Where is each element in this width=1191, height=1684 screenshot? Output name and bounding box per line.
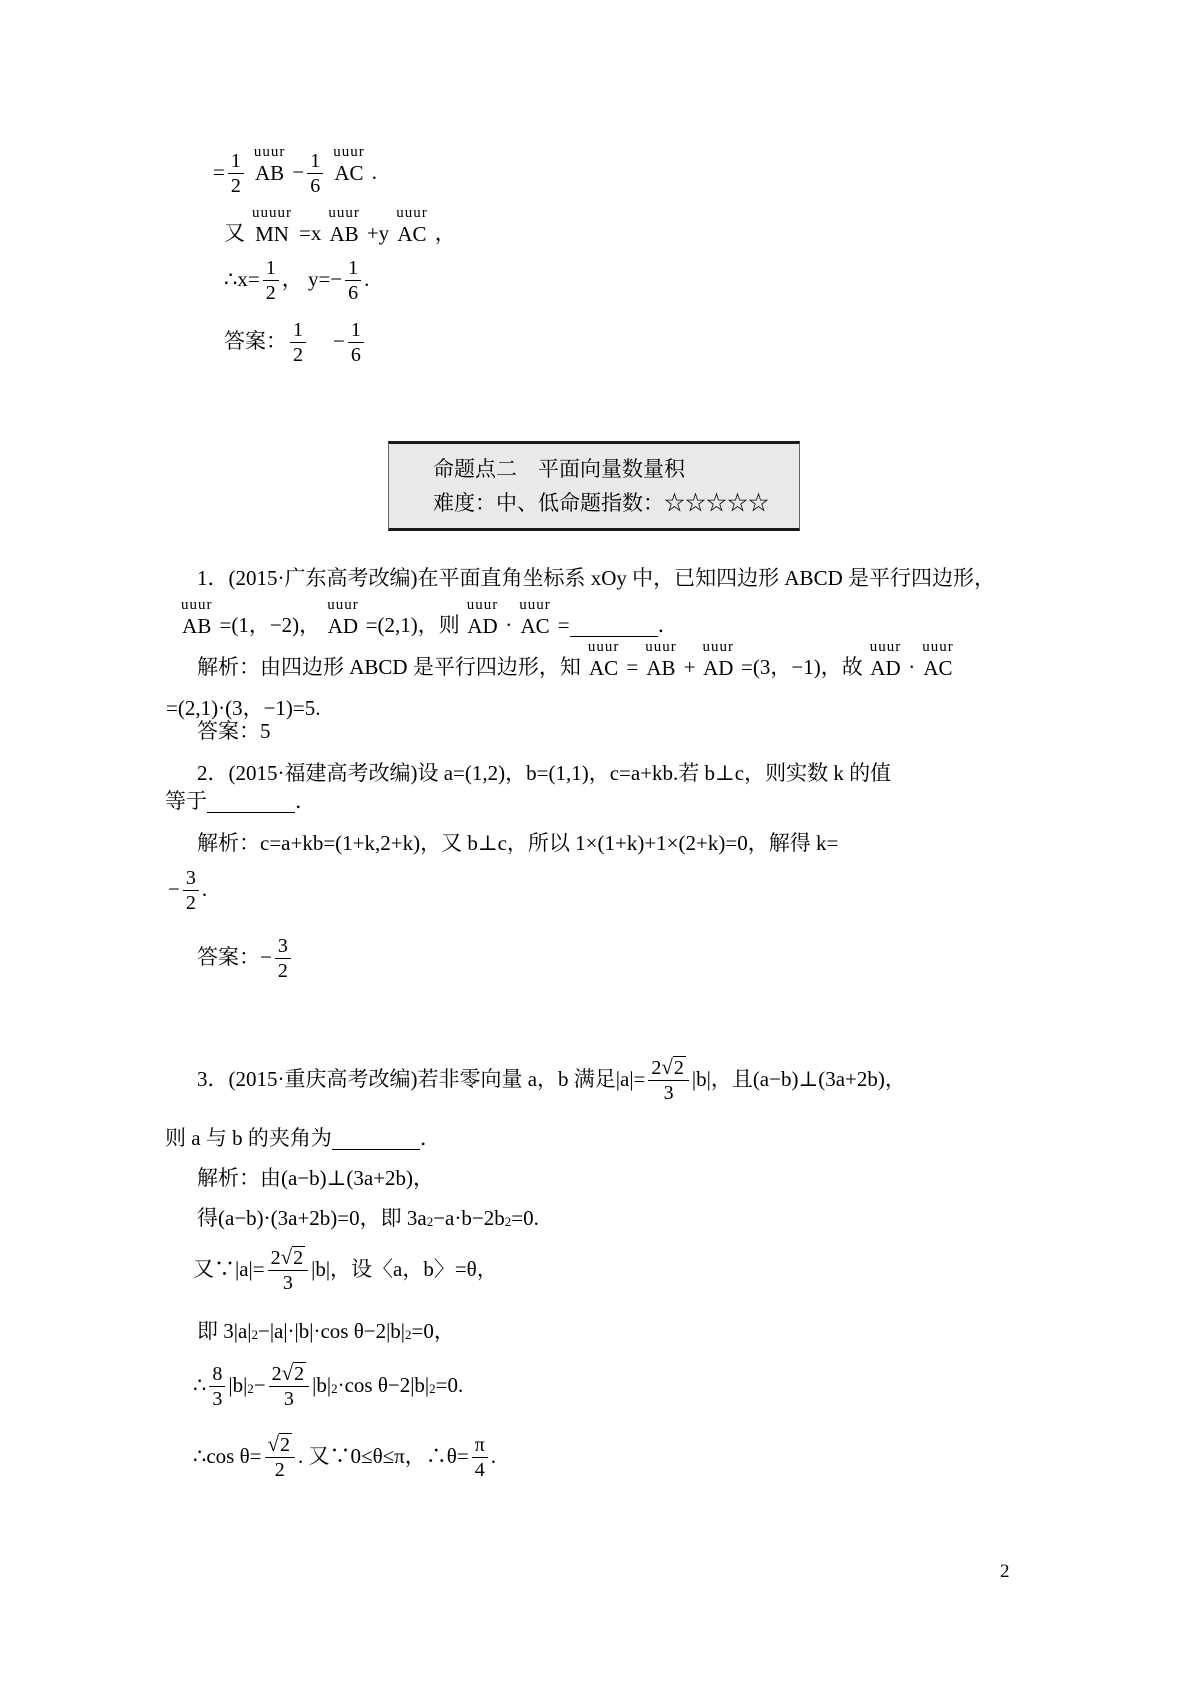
math-part [265, 1433, 296, 1458]
text-run: ． [419, 1126, 441, 1150]
text-run: . [364, 267, 370, 291]
math-part: 2 [230, 175, 241, 198]
problem-3-solution-line-2 [197, 1206, 539, 1230]
sqrt-radical [661, 1056, 686, 1078]
math-part: 6 [310, 175, 321, 198]
topic-header-box [388, 441, 800, 531]
text-run: − [333, 329, 345, 353]
text-run: =0. [511, 1206, 539, 1230]
vector-arrow-text: uuur [396, 205, 428, 221]
vector-arrow-text: uuuur [252, 205, 292, 221]
problem-2-solution-line-2 [168, 867, 208, 914]
text-run: |b| [228, 1373, 248, 1397]
fraction-with-sqrt [269, 1362, 310, 1409]
math-part: π [472, 1435, 488, 1458]
topic-title: 命题点二 平面向量数量积 [433, 457, 685, 481]
text-run: =0， [411, 1319, 455, 1343]
small-exponent: 2 [247, 1381, 254, 1396]
problem-2-stem-line-1 [197, 761, 891, 785]
coefficient: 2 [271, 1363, 282, 1385]
text-run: − [168, 877, 180, 901]
vector-AC [333, 145, 365, 184]
vector-arrow-text: uuur [328, 205, 360, 221]
fraction [275, 936, 291, 981]
text-run: = [213, 160, 225, 185]
math-part: 2 [185, 892, 196, 914]
vector-arrow-text: uuur [587, 639, 620, 655]
text-run: 解析：由四边形 ABCD 是平行四边形，知 [197, 655, 581, 680]
answer-blank [332, 1127, 420, 1150]
sqrt-radical [282, 1362, 307, 1384]
math-part: AB [182, 614, 212, 638]
problem-1-stem-line-2 [174, 598, 679, 637]
vector-arrow-text: uuur [333, 144, 365, 160]
math-part: 2 [277, 960, 288, 982]
vector-AD [870, 640, 902, 679]
math-part: 1 [263, 258, 279, 281]
math-part: 3 [282, 1272, 293, 1294]
vector-arrow-text: uuur [181, 597, 213, 613]
math-part: 3 [663, 1082, 674, 1104]
vector-arrow-text: uuur [327, 597, 359, 613]
fraction-with-sqrt [265, 1433, 296, 1480]
math-part: 1 [290, 320, 306, 343]
radical-sign-icon: √ [280, 1245, 293, 1269]
text-run: 解析：由(a−b)⊥(3a+2b)， [197, 1166, 435, 1190]
solution-continued-line-2 [224, 206, 456, 245]
text-run: =(1，−2)， [219, 613, 321, 638]
text-run: 答案：5 [197, 719, 271, 743]
text-run: 1．(2015·广东高考改编)在平面直角坐标系 xOy 中，已知四边形 ABCD 是平行四边形， [197, 566, 995, 590]
math-part [269, 1362, 310, 1387]
text-run: =(2,1)·(3，−1)=5. [166, 696, 321, 720]
math-part: 3 [183, 868, 199, 891]
text-run: ， y=− [281, 267, 343, 291]
vector-AB [645, 640, 677, 679]
math-part: AC [334, 161, 364, 185]
math-part: 2 [274, 1459, 285, 1481]
solution-continued-line-1 [213, 144, 377, 198]
problem-1-stem-line-1 [197, 566, 995, 590]
vector-AC [588, 640, 620, 679]
vector-AD [327, 598, 359, 637]
text-run: ·cos θ−2|b| [337, 1373, 430, 1397]
text-run: =x [299, 221, 322, 246]
fraction [263, 258, 279, 303]
math-part: 3 [212, 1388, 223, 1410]
fraction [228, 151, 244, 196]
text-run: = [557, 613, 570, 638]
text-run: ． [657, 613, 679, 638]
small-exponent: 2 [429, 1381, 436, 1396]
math-part: 2 [293, 1247, 304, 1269]
text-run: 又∵|a|= [193, 1257, 265, 1281]
text-run: 2．(2015·福建高考改编)设 a=(1,2)，b=(1,1)，c=a+kb.若 b⊥c，则实数 k 的值 [197, 761, 892, 785]
text-run: |b|，且(a−b)⊥(3a+2b)， [691, 1067, 906, 1091]
math-part: 2 [280, 1434, 291, 1456]
text-run: ． [295, 789, 316, 813]
topic-difficulty: 难度：中、低命题指数：☆☆☆☆☆ [433, 491, 769, 515]
fraction [472, 1435, 488, 1480]
small-exponent: 2 [504, 1214, 512, 1229]
text-run: − [253, 1373, 266, 1397]
coefficient: 2 [651, 1057, 662, 1079]
vector-arrow-text: uuur [466, 597, 499, 613]
text-run: + [683, 655, 696, 680]
problem-3-solution-line-3 [193, 1245, 498, 1294]
vector-AD [703, 640, 735, 679]
math-part: AD [327, 614, 359, 638]
text-run: = [626, 655, 639, 680]
text-run: 又 [224, 221, 245, 246]
problem-3-solution-line-1 [197, 1166, 434, 1190]
problem-2-answer [197, 935, 294, 982]
math-part: AC [520, 614, 550, 638]
math-part: 3 [283, 1388, 294, 1410]
sqrt-radical [268, 1433, 293, 1455]
problem-3-stem-line-1 [197, 1055, 906, 1104]
small-exponent: 2 [405, 1327, 412, 1342]
fraction-with-sqrt [268, 1246, 309, 1293]
fraction [345, 258, 361, 303]
fraction [183, 868, 199, 913]
text-run: 得(a−b)·(3a+2b)=0，即 3a [197, 1206, 427, 1230]
math-part: AC [589, 656, 619, 680]
math-part: MN [255, 222, 289, 246]
small-exponent: 2 [251, 1327, 258, 1342]
text-run: − [292, 160, 305, 185]
math-part: AC [397, 222, 427, 246]
text-run: ， [434, 221, 456, 246]
math-part: 4 [474, 1459, 485, 1481]
text-run: . 又∵0≤θ≤π，∴θ= [298, 1444, 469, 1468]
math-part [268, 1246, 309, 1271]
vector-AB [181, 598, 213, 637]
text-run: =(2,1)，则 [365, 613, 460, 638]
math-part: 1 [228, 151, 244, 174]
text-run: |b|，设〈a，b〉=θ， [311, 1257, 498, 1281]
math-part: 2 [265, 282, 276, 304]
vector-AC [519, 598, 551, 637]
problem-2-solution-line-1 [197, 831, 838, 855]
text-run: −|a|·|b|·cos θ−2|b| [257, 1319, 406, 1343]
vector-arrow-text: uuur [519, 597, 551, 613]
fraction [290, 320, 306, 365]
answer-line-mn [224, 319, 367, 366]
text-run: 等于 [165, 789, 207, 813]
math-part: 2 [293, 344, 303, 366]
problem-1-solution-line-2 [166, 696, 321, 720]
text-run: 答案：− [197, 945, 272, 969]
text-run: 即 3|a| [197, 1319, 252, 1343]
math-part: 8 [209, 1364, 225, 1387]
small-exponent: 2 [331, 1381, 338, 1396]
solution-continued-line-3 [224, 257, 370, 304]
text-run: . [201, 877, 208, 901]
math-part: AB [646, 656, 676, 680]
sqrt-radical [281, 1246, 306, 1268]
text-run: =(3，−1)，故 [741, 655, 863, 680]
vector-MN [252, 206, 292, 245]
math-part: 3 [275, 936, 291, 959]
math-part: 1 [307, 151, 323, 174]
problem-1-solution-line-1 [197, 640, 961, 679]
math-part: 1 [345, 258, 361, 281]
math-part: 1 [348, 320, 364, 343]
text-run: −a·b−2b [433, 1206, 505, 1230]
answer-blank [207, 790, 295, 813]
problem-3-solution-line-6 [193, 1432, 497, 1481]
text-run: 3．(2015·重庆高考改编)若非零向量 a，b 满足|a|= [197, 1067, 646, 1091]
math-part: AB [255, 161, 285, 185]
text-run: 解析：c=a+kb=(1+k,2+k)，又 b⊥c，所以 1×(1+k)+1×(2+k)=0，解得 k= [197, 831, 839, 855]
small-exponent: 2 [426, 1214, 434, 1229]
vector-arrow-text: uuur [922, 639, 954, 655]
answer-blank [570, 614, 658, 637]
text-run: |b| [312, 1373, 332, 1397]
math-part: AD [703, 656, 734, 680]
text-run: . [371, 160, 377, 185]
problem-2-stem-line-2 [165, 789, 316, 813]
vector-AD [467, 598, 499, 637]
radical-sign-icon: √ [281, 1361, 294, 1385]
radical-sign-icon: √ [267, 1432, 280, 1456]
text-run: 则 a 与 b 的夹角为 [165, 1126, 332, 1150]
math-part: 2 [294, 1363, 305, 1385]
vector-arrow-text: uuur [253, 144, 286, 160]
math-part: 2 [673, 1057, 684, 1079]
vector-arrow-text: uuur [869, 639, 902, 655]
fraction [348, 320, 364, 365]
fraction [307, 151, 323, 196]
radical-sign-icon: √ [661, 1055, 673, 1079]
text-run: ∴ [193, 1373, 207, 1397]
vector-arrow-text: uuur [702, 639, 735, 655]
fraction [209, 1364, 225, 1409]
page-number: 2 [1000, 1561, 1010, 1582]
text-run: =0. [435, 1373, 464, 1397]
problem-3-solution-line-5 [193, 1361, 464, 1410]
math-part: AD [870, 656, 901, 680]
math-part: AD [467, 614, 498, 638]
vector-AB [254, 145, 286, 184]
math-part [648, 1056, 689, 1081]
problem-3-stem-line-2 [165, 1126, 441, 1150]
problem-1-answer [197, 719, 271, 743]
problem-3-solution-line-4 [197, 1319, 455, 1343]
fraction-with-sqrt [648, 1056, 689, 1103]
math-part: AB [329, 222, 359, 246]
coefficient: 2 [270, 1247, 281, 1269]
math-part: 6 [348, 282, 359, 304]
vector-AC [396, 206, 428, 245]
text-run: · [505, 613, 513, 638]
math-part: 6 [350, 344, 361, 366]
vector-AB [328, 206, 360, 245]
text-run: . [490, 1444, 497, 1468]
vector-arrow-text: uuur [645, 639, 677, 655]
text-run: ∴cos θ= [193, 1444, 262, 1468]
vector-AC [922, 640, 954, 679]
text-run: +y [366, 221, 390, 246]
math-part: AC [923, 656, 953, 680]
text-run: 答案： [224, 329, 287, 353]
text-run: · [908, 655, 916, 680]
text-run: ∴x= [224, 267, 260, 291]
